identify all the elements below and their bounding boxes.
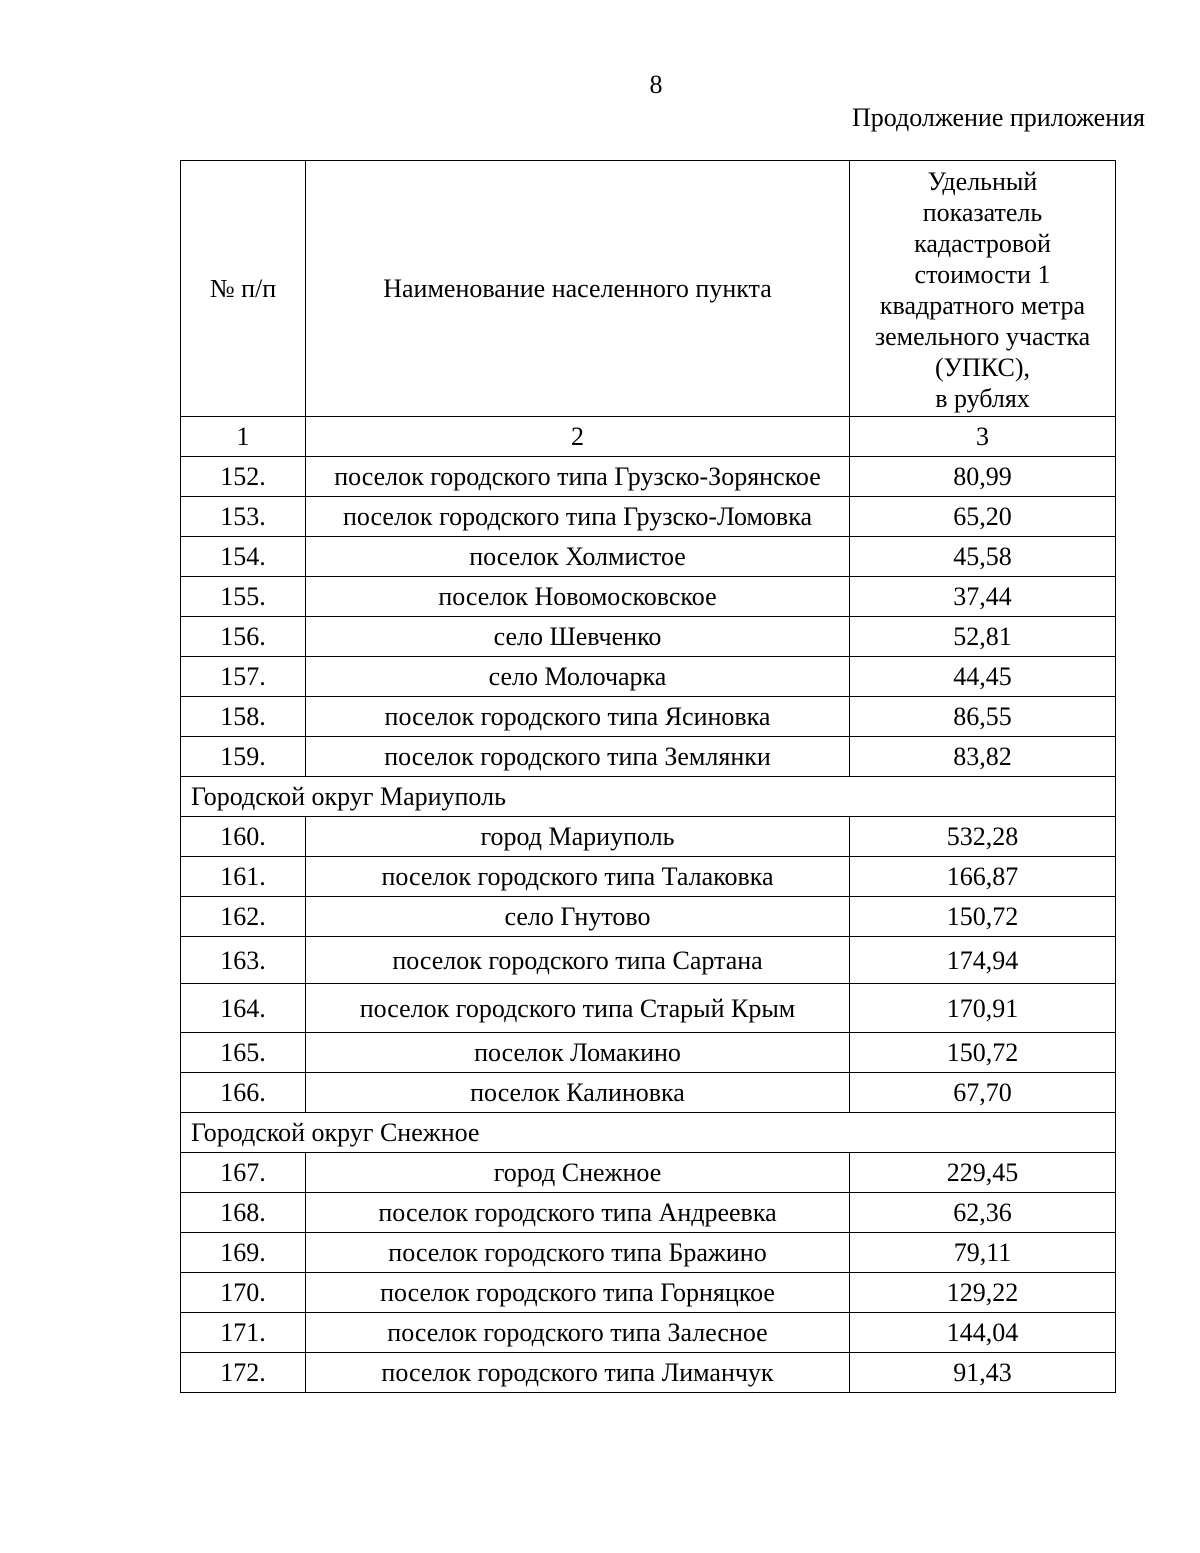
- row-number: 155.: [181, 577, 306, 617]
- row-number: 168.: [181, 1193, 306, 1233]
- row-number: 169.: [181, 1233, 306, 1273]
- row-number: 163.: [181, 937, 306, 984]
- column-number: 1: [181, 417, 306, 457]
- row-number: 156.: [181, 617, 306, 657]
- row-number: 160.: [181, 817, 306, 857]
- row-number: 166.: [181, 1073, 306, 1113]
- row-value: 170,91: [850, 984, 1116, 1033]
- row-number: 164.: [181, 984, 306, 1033]
- table-row: [181, 817, 1116, 857]
- row-value: 37,44: [850, 577, 1116, 617]
- row-value: 144,04: [850, 1313, 1116, 1353]
- table-row: [181, 697, 1116, 737]
- row-settlement: поселок Ломакино: [306, 1033, 850, 1073]
- header-upks-line: земельного участка: [874, 321, 1091, 351]
- group-row-mariupol: [181, 777, 1116, 817]
- header-upks-line: квадратного метра: [879, 290, 1086, 320]
- header-upks-line: в рублях: [935, 383, 1030, 413]
- row-number: 165.: [181, 1033, 306, 1073]
- row-settlement: поселок городского типа Грузско-Ломовка: [306, 497, 850, 537]
- row-number: 171.: [181, 1313, 306, 1353]
- continuation-title: Продолжение приложения: [851, 103, 1145, 132]
- table-row: [181, 737, 1116, 777]
- row-number: 172.: [181, 1353, 306, 1393]
- row-value: 52,81: [850, 617, 1116, 657]
- header-upks: [850, 161, 1116, 417]
- row-value: 67,70: [850, 1073, 1116, 1113]
- table-row: [181, 537, 1116, 577]
- table-row: [181, 1233, 1116, 1273]
- group-title: Городской округ Мариуполь: [181, 777, 1116, 817]
- row-settlement: поселок городского типа Сартана: [306, 937, 850, 984]
- row-number: 167.: [181, 1153, 306, 1193]
- table-row: [181, 1353, 1116, 1393]
- column-number-row: [181, 417, 1116, 457]
- row-value: 79,11: [850, 1233, 1116, 1273]
- row-settlement: поселок городского типа Горняцкое: [306, 1273, 850, 1313]
- table-row: [181, 657, 1116, 697]
- row-value: 174,94: [850, 937, 1116, 984]
- row-value: 150,72: [850, 897, 1116, 937]
- row-value: 86,55: [850, 697, 1116, 737]
- row-settlement: поселок городского типа Бражино: [306, 1233, 850, 1273]
- table-row: [181, 984, 1116, 1033]
- row-settlement: поселок городского типа Землянки: [306, 737, 850, 777]
- row-settlement: поселок Холмистое: [306, 537, 850, 577]
- row-number: 159.: [181, 737, 306, 777]
- row-settlement: поселок Новомосковское: [306, 577, 850, 617]
- row-value: 45,58: [850, 537, 1116, 577]
- row-settlement: поселок городского типа Талаковка: [306, 857, 850, 897]
- row-value: 229,45: [850, 1153, 1116, 1193]
- table-row: [181, 1033, 1116, 1073]
- table-row: [181, 577, 1116, 617]
- header-upks-line: кадастровой: [914, 228, 1051, 258]
- row-value: 62,36: [850, 1193, 1116, 1233]
- row-number: 158.: [181, 697, 306, 737]
- row-settlement: село Шевченко: [306, 617, 850, 657]
- table-row: [181, 1273, 1116, 1313]
- row-settlement: поселок городского типа Ясиновка: [306, 697, 850, 737]
- table-row: [181, 1313, 1116, 1353]
- page-number: 8: [649, 70, 663, 99]
- row-value: 44,45: [850, 657, 1116, 697]
- header-upks-line: показатель: [922, 197, 1043, 227]
- table-row: [181, 857, 1116, 897]
- table-row: [181, 457, 1116, 497]
- row-number: 152.: [181, 457, 306, 497]
- row-settlement: поселок городского типа Залесное: [306, 1313, 850, 1353]
- row-value: 80,99: [850, 457, 1116, 497]
- row-value: 91,43: [850, 1353, 1116, 1393]
- row-settlement: поселок городского типа Старый Крым: [306, 984, 850, 1033]
- row-settlement: поселок городского типа Лиманчук: [306, 1353, 850, 1393]
- table-row: [181, 897, 1116, 937]
- row-settlement: город Снежное: [306, 1153, 850, 1193]
- header-upks-line: (УПКС),: [934, 352, 1031, 382]
- row-value: 129,22: [850, 1273, 1116, 1313]
- header-upks-line: Удельный: [927, 166, 1038, 196]
- row-settlement: село Гнутово: [306, 897, 850, 937]
- group-row-snezhnoe: [181, 1113, 1116, 1153]
- row-number: 162.: [181, 897, 306, 937]
- row-settlement: поселок Калиновка: [306, 1073, 850, 1113]
- row-value: 532,28: [850, 817, 1116, 857]
- row-settlement: поселок городского типа Грузско-Зорянское: [306, 457, 850, 497]
- row-settlement: поселок городского типа Андреевка: [306, 1193, 850, 1233]
- row-number: 153.: [181, 497, 306, 537]
- column-number: 3: [850, 417, 1116, 457]
- row-settlement: город Мариуполь: [306, 817, 850, 857]
- table-header-row: [181, 161, 1116, 417]
- row-number: 161.: [181, 857, 306, 897]
- table-row: [181, 1073, 1116, 1113]
- row-number: 157.: [181, 657, 306, 697]
- row-value: 83,82: [850, 737, 1116, 777]
- table-row: [181, 1153, 1116, 1193]
- table-row: [181, 937, 1116, 984]
- row-value: 65,20: [850, 497, 1116, 537]
- table-row: [181, 497, 1116, 537]
- column-number: 2: [306, 417, 850, 457]
- header-upks-line: стоимости 1: [914, 259, 1051, 289]
- row-number: 154.: [181, 537, 306, 577]
- row-number: 170.: [181, 1273, 306, 1313]
- header-number: № п/п: [181, 161, 306, 417]
- table-row: [181, 1193, 1116, 1233]
- row-settlement: село Молочарка: [306, 657, 850, 697]
- header-settlement-name: Наименование населенного пункта: [306, 161, 850, 417]
- table-row: [181, 617, 1116, 657]
- row-value: 150,72: [850, 1033, 1116, 1073]
- row-value: 166,87: [850, 857, 1116, 897]
- cadastral-value-table: [180, 160, 1116, 1393]
- group-title: Городской округ Снежное: [181, 1113, 1116, 1153]
